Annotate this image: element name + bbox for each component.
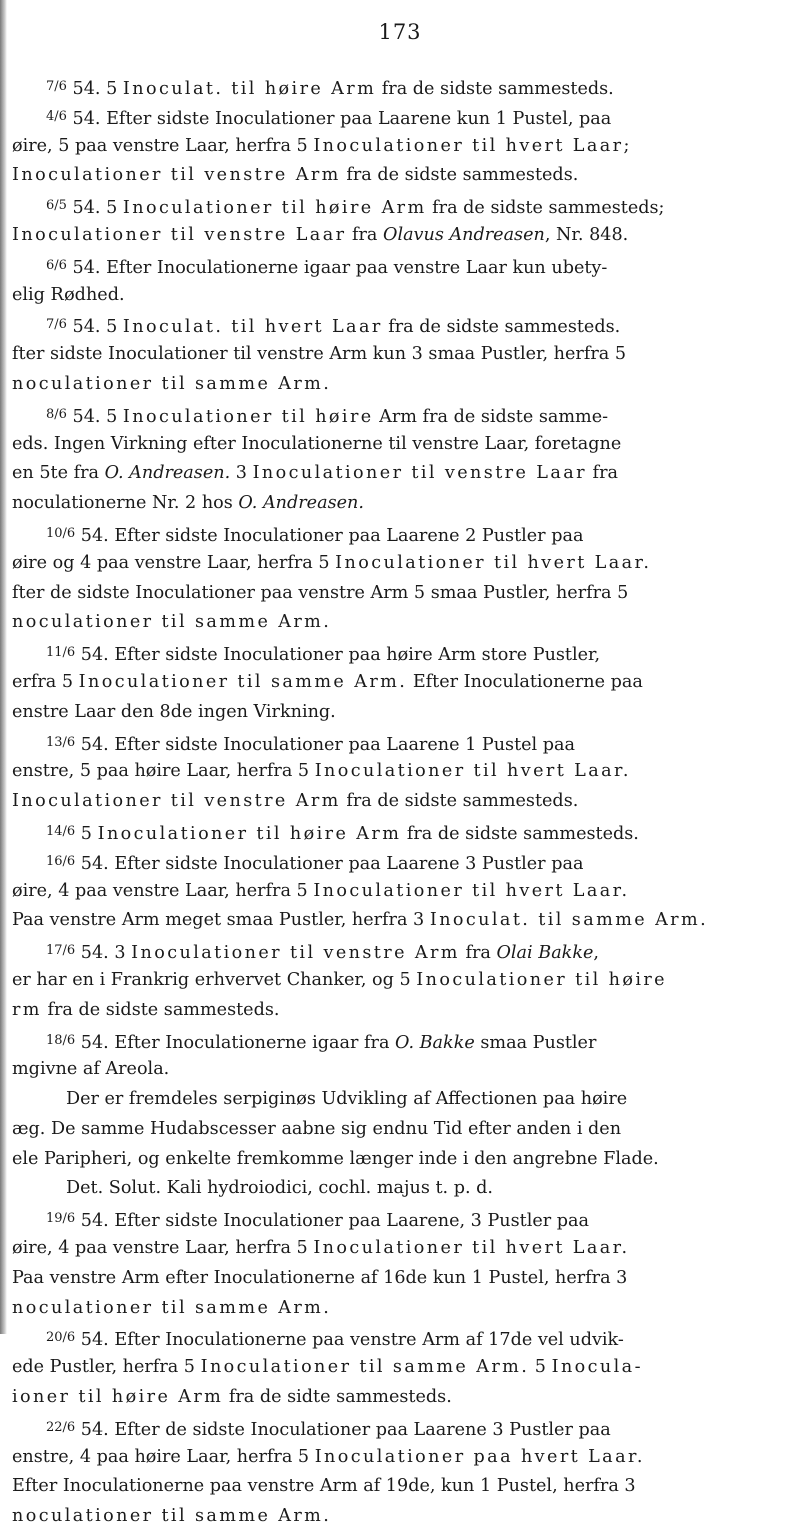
- text-line: [12, 1055, 786, 1085]
- text-line: [12, 310, 786, 340]
- text-run: Det. Solut. Kali hydroiodici, cochl. majus t. p. d.: [66, 1178, 494, 1199]
- text-run: Inoculationer til hvert Laar.: [313, 1238, 630, 1259]
- text-run: ede Pustler, herfra 5: [12, 1357, 201, 1378]
- text-run: Inoculationer til venstre Laar: [12, 224, 347, 245]
- entry-date: 8/6: [46, 406, 67, 422]
- text-line: [12, 608, 786, 638]
- text-run: Inocula-: [551, 1357, 643, 1378]
- text-line: [12, 1264, 786, 1294]
- text-run: Inoculat. til hvert Laar: [122, 317, 383, 338]
- text-line: [12, 161, 786, 191]
- text-line: [12, 430, 786, 460]
- text-line: [12, 1413, 786, 1443]
- text-run: Inoculationer til hvert Laar;: [313, 135, 632, 156]
- entry-date: 13/6: [46, 734, 76, 750]
- text-line: [12, 1294, 786, 1324]
- text-line: [12, 1502, 786, 1532]
- text-run: fter sidste Inoculationer til venstre Arm kun 3 smaa Pustler, herfra 5: [12, 344, 627, 365]
- text-run: Inoculationer til hvert Laar.: [314, 761, 631, 782]
- text-run: 54. 5: [66, 317, 123, 338]
- text-run: Olai Bakke: [496, 943, 594, 964]
- text-run: Inoculat. til høire Arm: [122, 79, 377, 99]
- text-line: [12, 1145, 786, 1175]
- text-run: , Nr. 848.: [544, 224, 629, 245]
- page-number: 173: [378, 20, 422, 44]
- text-line: [12, 489, 786, 519]
- page-body: [12, 72, 786, 1532]
- entry-date: 6/5: [46, 198, 67, 214]
- entry-date: 7/6: [46, 317, 67, 333]
- text-run: en 5te fra: [12, 463, 105, 484]
- text-run: enstre, 4 paa høire Laar, herfra 5: [12, 1446, 315, 1467]
- text-line: [12, 281, 786, 311]
- text-run: Inoculationer til venstre Laar: [252, 463, 587, 484]
- text-run: 54. Efter de sidste Inoculationer paa Laarene 3 Pustler paa: [75, 1419, 611, 1440]
- text-line: [12, 251, 786, 281]
- text-line: [12, 1443, 786, 1473]
- text-run: 54. Efter Inoculationerne igaar paa venstre Laar kun ubety-: [66, 257, 608, 278]
- text-line: [12, 1323, 786, 1353]
- text-run: enstre Laar den 8de ingen Virkning.: [12, 701, 336, 722]
- text-run: 54. 3: [75, 943, 132, 964]
- text-line: [12, 1234, 786, 1264]
- entry-date: 7/6: [46, 79, 67, 94]
- entry-date: 17/6: [46, 943, 76, 959]
- text-line: [12, 1174, 786, 1204]
- text-line: [12, 996, 786, 1026]
- text-run: 54. 5: [66, 198, 123, 219]
- text-run: fra de sidste sammesteds.: [376, 79, 614, 99]
- text-run: Inoculationer til venstre Arm: [131, 943, 460, 964]
- text-run: fra: [459, 943, 497, 964]
- text-run: Der er fremdeles serpiginøs Udvikling af Affectionen paa høire: [66, 1089, 628, 1110]
- text-run: fter de sidste Inoculationer paa venstre Arm 5 smaa Pustler, herfra 5: [12, 582, 629, 603]
- text-run: Inoculationer til høire Arm: [122, 198, 427, 219]
- text-line: [12, 72, 786, 102]
- text-run: Paa venstre Arm efter Inoculationerne af 16de kun 1 Pustel, herfra 3: [12, 1267, 628, 1288]
- text-run: fra de sidste sammesteds.: [41, 999, 280, 1020]
- text-run: ioner til høire Arm: [12, 1387, 224, 1408]
- text-run: O. Andreasen.: [238, 493, 364, 514]
- text-run: 5: [75, 823, 98, 844]
- text-run: noculationer til samme Arm.: [12, 373, 332, 394]
- text-run: 54. Efter sidste Inoculationer paa Laarene kun 1 Pustel, paa: [66, 108, 612, 129]
- text-run: fra de sidste sammesteds;: [426, 198, 665, 219]
- text-run: enstre, 5 paa høire Laar, herfra 5: [12, 761, 315, 782]
- page-binding-edge: [0, 0, 7, 1334]
- text-line: [12, 877, 786, 907]
- text-run: øire og 4 paa venstre Laar, herfra 5: [12, 552, 336, 573]
- text-run: Inoculationer til venstre Arm: [12, 165, 341, 186]
- text-line: [12, 1353, 786, 1383]
- text-run: 54. Efter Inoculationerne igaar fra: [75, 1032, 396, 1053]
- text-run: O. Andreasen.: [104, 463, 231, 484]
- text-run: fra: [586, 463, 618, 484]
- text-line: [12, 132, 786, 162]
- text-line: [12, 102, 786, 132]
- text-run: O. Bakke: [395, 1032, 475, 1053]
- text-line: [12, 906, 786, 936]
- text-run: 54. Efter sidste Inoculationer paa Laarene 1 Pustel paa: [75, 734, 576, 755]
- text-run: fra: [346, 224, 384, 245]
- text-line: [12, 1472, 786, 1502]
- text-run: øire, 5 paa venstre Laar, herfra 5: [12, 135, 314, 156]
- text-run: fra de sidste sammesteds.: [401, 823, 639, 844]
- text-run: 54. Efter sidste Inoculationer paa Laarene 2 Pustler paa: [75, 525, 584, 546]
- text-run: fra de sidste sammesteds.: [382, 317, 621, 338]
- text-run: Arm fra de sidste samme-: [373, 406, 609, 427]
- text-run: øire, 4 paa venstre Laar, herfra 5: [12, 1238, 314, 1259]
- entry-date: 16/6: [46, 853, 76, 869]
- text-run: rm: [12, 999, 42, 1020]
- text-run: Inoculationer til samme Arm.: [200, 1357, 530, 1378]
- text-line: [12, 757, 786, 787]
- text-run: noculationer til samme Arm.: [12, 1297, 332, 1318]
- text-run: Inoculationer til høire: [122, 406, 374, 427]
- text-run: erfra 5: [12, 671, 79, 692]
- entry-date: 10/6: [46, 525, 76, 541]
- text-run: Efter Inoculationerne paa: [407, 671, 643, 692]
- text-run: Olavus Andreasen: [383, 224, 545, 245]
- text-run: Efter Inoculationerne paa venstre Arm af 19de, kun 1 Pustel, herfra 3: [12, 1476, 636, 1497]
- entry-date: 20/6: [46, 1330, 76, 1346]
- text-run: noculationer til samme Arm.: [12, 612, 332, 633]
- entry-date: 14/6: [46, 823, 76, 839]
- text-run: Inoculationer til samme Arm.: [78, 671, 408, 692]
- text-run: Inoculationer til høire: [416, 969, 667, 990]
- text-run: ele Paripheri, og enkelte fremkomme længer inde i den angrebne Flade.: [12, 1148, 659, 1169]
- entry-date: 18/6: [46, 1032, 76, 1048]
- text-run: Inoculationer til hvert Laar.: [313, 880, 630, 901]
- text-line: [12, 1026, 786, 1056]
- text-run: 54. 5: [66, 406, 123, 427]
- text-line: [12, 459, 786, 489]
- text-run: Paa venstre Arm meget smaa Pustler, herfra 3: [12, 910, 430, 931]
- text-run: Inoculat. til samme Arm.: [429, 910, 709, 931]
- text-line: [12, 847, 786, 877]
- text-run: fra de sidte sammesteds.: [223, 1387, 452, 1408]
- text-line: [12, 668, 786, 698]
- text-run: Inoculationer paa hvert Laar.: [314, 1446, 645, 1467]
- text-run: noculationer til samme Arm.: [12, 1506, 332, 1527]
- text-line: [12, 698, 786, 728]
- text-line: [12, 1383, 786, 1413]
- text-line: [12, 400, 786, 430]
- text-run: mgivne af Areola.: [12, 1059, 170, 1080]
- text-run: 5: [529, 1357, 552, 1378]
- text-run: Inoculationer til høire Arm: [97, 823, 402, 844]
- text-run: 54. Efter sidste Inoculationer paa høire Arm store Pustler,: [75, 645, 601, 666]
- text-line: [12, 817, 786, 847]
- text-line: [12, 1204, 786, 1234]
- text-run: eds. Ingen Virkning efter Inoculationerne til venstre Laar, foretagne: [12, 433, 622, 454]
- text-run: 54. Efter sidste Inoculationer paa Laarene 3 Pustler paa: [75, 853, 584, 874]
- text-run: elig Rødhed.: [12, 284, 125, 305]
- text-line: [12, 579, 786, 609]
- text-run: 54. Efter sidste Inoculationer paa Laarene, 3 Pustler paa: [75, 1211, 590, 1232]
- text-line: [12, 638, 786, 668]
- text-line: [12, 1115, 786, 1145]
- text-run: æg. De samme Hudabscesser aabne sig endnu Tid efter anden i den: [12, 1118, 622, 1139]
- text-run: øire, 4 paa venstre Laar, herfra 5: [12, 880, 314, 901]
- text-line: [12, 966, 786, 996]
- text-run: Inoculationer til hvert Laar.: [335, 552, 652, 573]
- text-run: 54. Efter Inoculationerne paa venstre Arm af 17de vel udvik-: [75, 1330, 624, 1351]
- entry-date: 4/6: [46, 108, 67, 124]
- text-run: noculationerne Nr. 2 hos: [12, 493, 239, 514]
- text-run: er har en i Frankrig erhvervet Chanker, og 5: [12, 969, 417, 990]
- text-run: 3: [230, 463, 253, 484]
- text-run: Inoculationer til venstre Arm: [12, 791, 341, 812]
- text-line: [12, 519, 786, 549]
- text-run: fra de sidste sammesteds.: [340, 165, 579, 186]
- text-line: [12, 340, 786, 370]
- text-line: [12, 191, 786, 221]
- text-run: ,: [593, 943, 600, 964]
- text-line: [12, 936, 786, 966]
- entry-date: 6/6: [46, 257, 67, 273]
- text-line: [12, 787, 786, 817]
- text-line: [12, 370, 786, 400]
- text-line: [12, 549, 786, 579]
- entry-date: 19/6: [46, 1211, 76, 1227]
- text-run: fra de sidste sammesteds.: [340, 791, 579, 812]
- entry-date: 22/6: [46, 1419, 76, 1435]
- text-line: [12, 728, 786, 758]
- text-run: 54. 5: [66, 79, 123, 99]
- text-run: smaa Pustler: [474, 1032, 597, 1053]
- entry-date: 11/6: [46, 645, 76, 661]
- text-line: [12, 1085, 786, 1115]
- text-line: [12, 221, 786, 251]
